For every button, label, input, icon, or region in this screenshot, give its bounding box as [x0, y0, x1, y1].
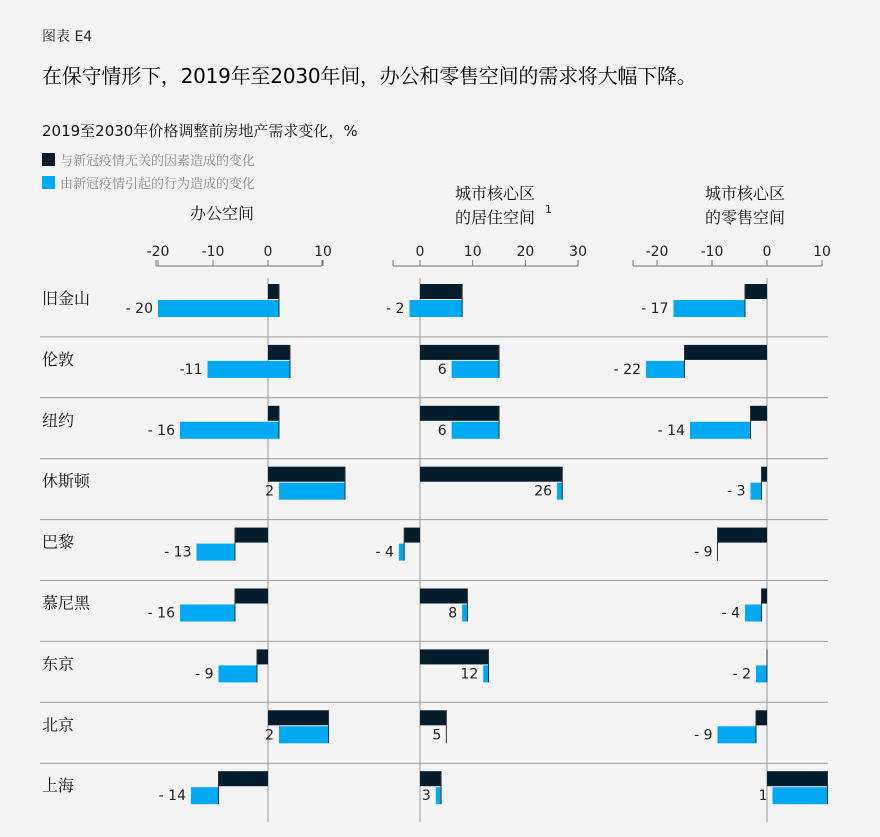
bar-non-covid [257, 649, 268, 664]
x-tick-label: 10 [314, 244, 332, 260]
value-label: 5 [432, 727, 442, 744]
bar-non-covid [268, 406, 279, 421]
value-label: - 17 [641, 301, 669, 317]
legend-label: 由新冠疫情引起的行为造成的变化 [60, 177, 256, 192]
bar-covid [462, 605, 467, 622]
value-label: 12 [460, 666, 479, 683]
bar-non-covid [751, 406, 768, 421]
x-tick-label: 0 [415, 244, 425, 260]
bar-non-covid [718, 528, 768, 543]
bar-non-covid [745, 284, 767, 299]
bar-covid [180, 422, 279, 439]
bar-covid [219, 665, 258, 682]
bar-non-covid [268, 345, 290, 360]
x-tick-label: 10 [813, 244, 831, 260]
x-tick-label: -20 [645, 244, 669, 260]
bar-non-covid [268, 467, 345, 482]
x-tick-label: 20 [516, 244, 535, 260]
x-tick-label: 0 [263, 244, 273, 260]
value-label: -11 [179, 361, 203, 378]
city-label: 旧金山 [42, 289, 91, 308]
bar-covid [452, 361, 499, 378]
chart-title: 在保守情形下，2019年至2030年间，办公和零售空间的需求将大幅下降。 [42, 64, 697, 88]
value-label: - 3 [727, 483, 746, 500]
bar-non-covid [420, 589, 467, 604]
bar-covid [409, 300, 462, 317]
panel-title: 城市核心区 [454, 184, 536, 203]
bar-non-covid [420, 406, 499, 421]
value-label: - 9 [694, 544, 713, 561]
chart-subtitle: 2019至2030年价格调整前房地产需求变化，% [42, 122, 358, 140]
legend-label: 与新冠疫情无关的因素造成的变化 [60, 154, 256, 169]
x-tick-label: -10 [700, 244, 724, 260]
city-label: 东京 [42, 654, 75, 674]
value-label: 1 [758, 788, 768, 805]
value-label: 3 [421, 788, 431, 805]
bar-non-covid [420, 649, 489, 664]
panel-title-superscript: 1 [545, 203, 552, 216]
bar-covid [208, 361, 291, 378]
value-label: - 4 [375, 544, 394, 561]
bar-covid [279, 726, 329, 743]
city-label: 上海 [42, 776, 75, 796]
x-tick-label: -20 [146, 244, 170, 260]
value-label: - 2 [732, 666, 751, 683]
bar-non-covid [219, 771, 269, 786]
value-label: - 22 [613, 361, 641, 378]
bar-covid [399, 544, 404, 561]
bar-non-covid [685, 345, 768, 360]
bar-non-covid [268, 710, 329, 725]
bar-covid [690, 422, 751, 439]
exhibit-label: 图表 E4 [42, 29, 93, 45]
bar-covid [191, 787, 219, 804]
bar-non-covid [420, 771, 441, 786]
bar-non-covid [235, 528, 268, 543]
x-tick-label: 10 [463, 244, 482, 260]
bar-non-covid [420, 284, 462, 299]
bar-covid [674, 300, 746, 317]
panel-title: 办公空间 [189, 204, 255, 223]
bar-covid [756, 665, 767, 682]
bar-non-covid [268, 284, 279, 299]
x-tick-label: 30 [569, 244, 588, 260]
bar-covid [180, 605, 235, 622]
city-label: 休斯顿 [42, 471, 91, 491]
value-label: - 4 [721, 605, 740, 622]
value-label: 8 [448, 605, 458, 622]
value-label: - 13 [164, 544, 192, 561]
bar-covid [452, 422, 499, 439]
value-label: - 14 [657, 422, 685, 439]
bar-covid [197, 544, 236, 561]
bar-covid [751, 483, 762, 500]
city-label: 纽约 [42, 410, 75, 430]
bar-covid [279, 483, 345, 500]
panel-title: 的居住空间 [454, 208, 536, 227]
value-label: - 2 [386, 301, 405, 317]
bar-covid [557, 483, 562, 500]
x-tick-label: -10 [201, 244, 225, 260]
panel-title: 的零售空间 [704, 208, 786, 227]
bar-covid [483, 665, 488, 682]
bar-covid [745, 605, 762, 622]
value-label: 2 [265, 483, 274, 500]
city-label: 巴黎 [42, 532, 75, 552]
value-label: - 16 [147, 605, 175, 622]
bar-non-covid [420, 710, 446, 725]
bar-non-covid [767, 771, 828, 786]
bar-non-covid [420, 345, 499, 360]
value-label: - 16 [147, 422, 175, 439]
bar-non-covid [235, 589, 268, 604]
bar-non-covid [420, 467, 562, 482]
bar-non-covid [762, 589, 768, 604]
panel-title: 城市核心区 [704, 184, 786, 203]
city-label: 慕尼黑 [42, 593, 91, 613]
bar-non-covid [756, 710, 767, 725]
value-label: - 14 [158, 788, 186, 805]
value-label: - 9 [694, 727, 713, 744]
value-label: 6 [437, 361, 447, 378]
city-label: 北京 [42, 715, 75, 735]
x-tick-label: 0 [762, 244, 772, 260]
city-label: 伦敦 [42, 349, 75, 369]
value-label: 26 [534, 483, 553, 500]
bar-covid [158, 300, 279, 317]
bar-covid [773, 787, 828, 804]
bar-non-covid [404, 528, 420, 543]
value-label: 6 [437, 422, 447, 439]
bar-covid [646, 361, 685, 378]
value-label: - 20 [125, 301, 153, 317]
bar-covid [718, 726, 757, 743]
value-label: - 9 [195, 666, 214, 683]
bar-non-covid [762, 467, 768, 482]
bar-covid [436, 787, 441, 804]
value-label: 2 [265, 727, 274, 744]
